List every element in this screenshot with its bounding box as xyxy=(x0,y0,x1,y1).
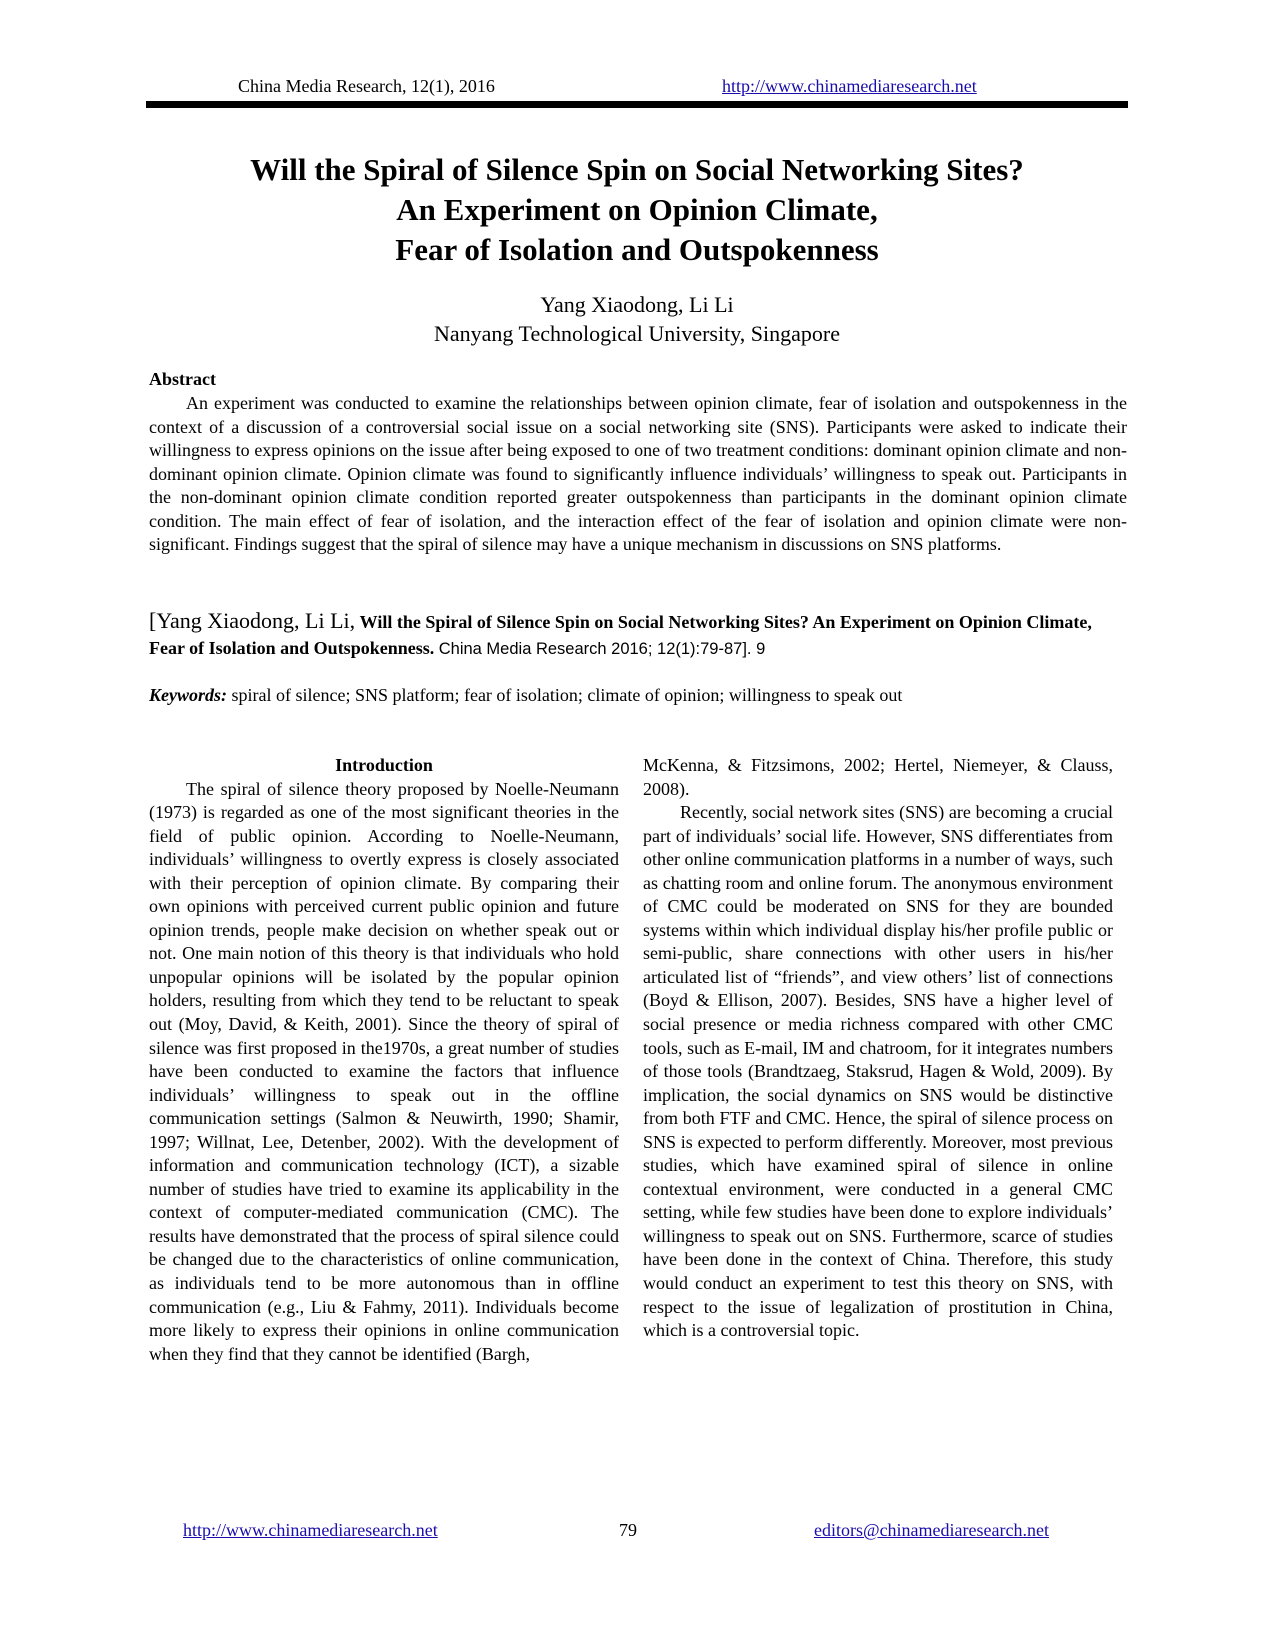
page-footer xyxy=(146,1520,1128,1546)
header-rule xyxy=(146,101,1128,108)
citation-authors: [Yang Xiaodong, Li Li, xyxy=(149,608,356,633)
section-heading-introduction: Introduction xyxy=(335,755,433,775)
citation-source: China Media Research 2016; 12(1):79-87]. 9 xyxy=(438,640,766,658)
journal-citation: China Media Research, 12(1), 2016 xyxy=(238,76,495,96)
abstract-text: An experiment was conducted to examine the relationships between opinion climate, fear of isolation and outspokenness in the context of a discussion of a controversial social issue on a social networking site (SNS). Participants were asked to indicate their willingness to express opinions on the issue after being exposed to one of two treatment conditions: dominant opinion climate and non-dominant opinion climate. Opinion climate was found to significantly influence individuals’ willingness to speak out. Participants in the non-dominant opinion climate condition reported greater outspokenness than participants in the dominant opinion climate condition. The main effect of fear of isolation, and the interaction effect of the fear of isolation and opinion climate were non-significant. Findings suggest that the spiral of silence may have a unique mechanism in discussions on SNS platforms. xyxy=(149,393,1127,554)
footer-email-link[interactable]: editors@chinamediaresearch.net xyxy=(814,1520,1049,1540)
keywords-label: Keywords: xyxy=(149,685,227,705)
journal-url-link[interactable]: http://www.chinamediaresearch.net xyxy=(722,76,977,96)
paper-title xyxy=(146,150,1128,270)
author-block xyxy=(146,290,1128,348)
abstract-heading: Abstract xyxy=(149,369,216,389)
citation-title: Will the Spiral of Silence Spin on Social Networking Sites? An Experiment on Opinion Climate, Fear of Isolation and Outspokenness. xyxy=(149,612,1092,658)
citation-block xyxy=(149,608,1127,662)
page-number: 79 xyxy=(619,1520,637,1540)
right-column xyxy=(643,754,1113,1343)
body-paragraph: Recently, social network sites (SNS) are becoming a crucial part of individuals’ social life. However, SNS differentiates from other online communication platforms in a number of ways, such as chatting room and online forum. The anonymous environment of CMC could be moderated on SNS for they are bounded systems within which individual display his/her profile public or semi-public, share connections with other users in his/her articulated list of “friends”, and view others’ list of connections (Boyd & Ellison, 2007). Besides, SNS have a higher level of social presence or media richness compared with other CMC tools, such as E-mail, IM and chatroom, for it integrates numbers of those tools (Brandtzaeg, Staksrud, Hagen & Wold, 2009). By implication, the social dynamics on SNS would be distinctive from both FTF and CMC. Hence, the spiral of silence process on SNS is expected to perform differently. Moreover, most previous studies, which have examined spiral of silence in online contextual environment, were conducted in a general CMC setting, while few studies have been done to explore individuals’ willingness to speak out on SNS. Furthermore, scarce of studies have been done in the context of China. Therefore, this study would conduct an experiment to test this theory on SNS, with respect to the issue of legalization of prostitution in China, which is a controversial topic. xyxy=(643,802,1113,1341)
author-affiliation: Nanyang Technological University, Singapore xyxy=(434,321,840,346)
footer-url-link[interactable]: http://www.chinamediaresearch.net xyxy=(183,1520,438,1540)
title-line: Fear of Isolation and Outspokenness xyxy=(395,232,879,267)
running-header xyxy=(146,72,1126,100)
left-column xyxy=(149,754,619,1366)
author-names: Yang Xiaodong, Li Li xyxy=(540,292,734,317)
body-paragraph: The spiral of silence theory proposed by Noelle-Neumann (1973) is regarded as one of the most significant theories in the field of public opinion. According to Noelle-Neumann, individuals’ willingness to overtly express is closely associated with their perception of opinion climate. By comparing their own opinions with perceived current public opinion and future opinion trends, people make decision on whether speak out or not. One main notion of this theory is that individuals who hold unpopular opinions will be isolated by the popular opinion holders, resulting from which they tend to be reluctant to speak out (Moy, David, & Keith, 2001). Since the theory of spiral of silence was first proposed in the1970s, a great number of studies have been conducted to examine the factors that influence individuals’ willingness to speak out in the offline communication settings (Salmon & Neuwirth, 1990; Shamir, 1997; Willnat, Lee, Detenber, 2002). With the development of information and communication technology (ICT), a sizable number of studies have tried to examine its applicability in the context of computer-mediated communication (CMC). The results have demonstrated that the process of spiral silence could be changed due to the characteristics of online communication, as individuals tend to be more autonomous than in offline communication (e.g., Liu & Fahmy, 2011). Individuals become more likely to express their opinions in online communication when they find that they cannot be identified (Bargh, xyxy=(149,778,619,1364)
title-line: Will the Spiral of Silence Spin on Social Networking Sites? xyxy=(250,152,1024,187)
keywords-line xyxy=(149,685,1127,706)
body-paragraph-continuation: McKenna, & Fitzsimons, 2002; Hertel, Niemeyer, & Clauss, 2008). xyxy=(643,755,1113,799)
keywords-text: spiral of silence; SNS platform; fear of isolation; climate of opinion; willingness to speak out xyxy=(231,685,903,705)
title-line: An Experiment on Opinion Climate, xyxy=(396,192,878,227)
